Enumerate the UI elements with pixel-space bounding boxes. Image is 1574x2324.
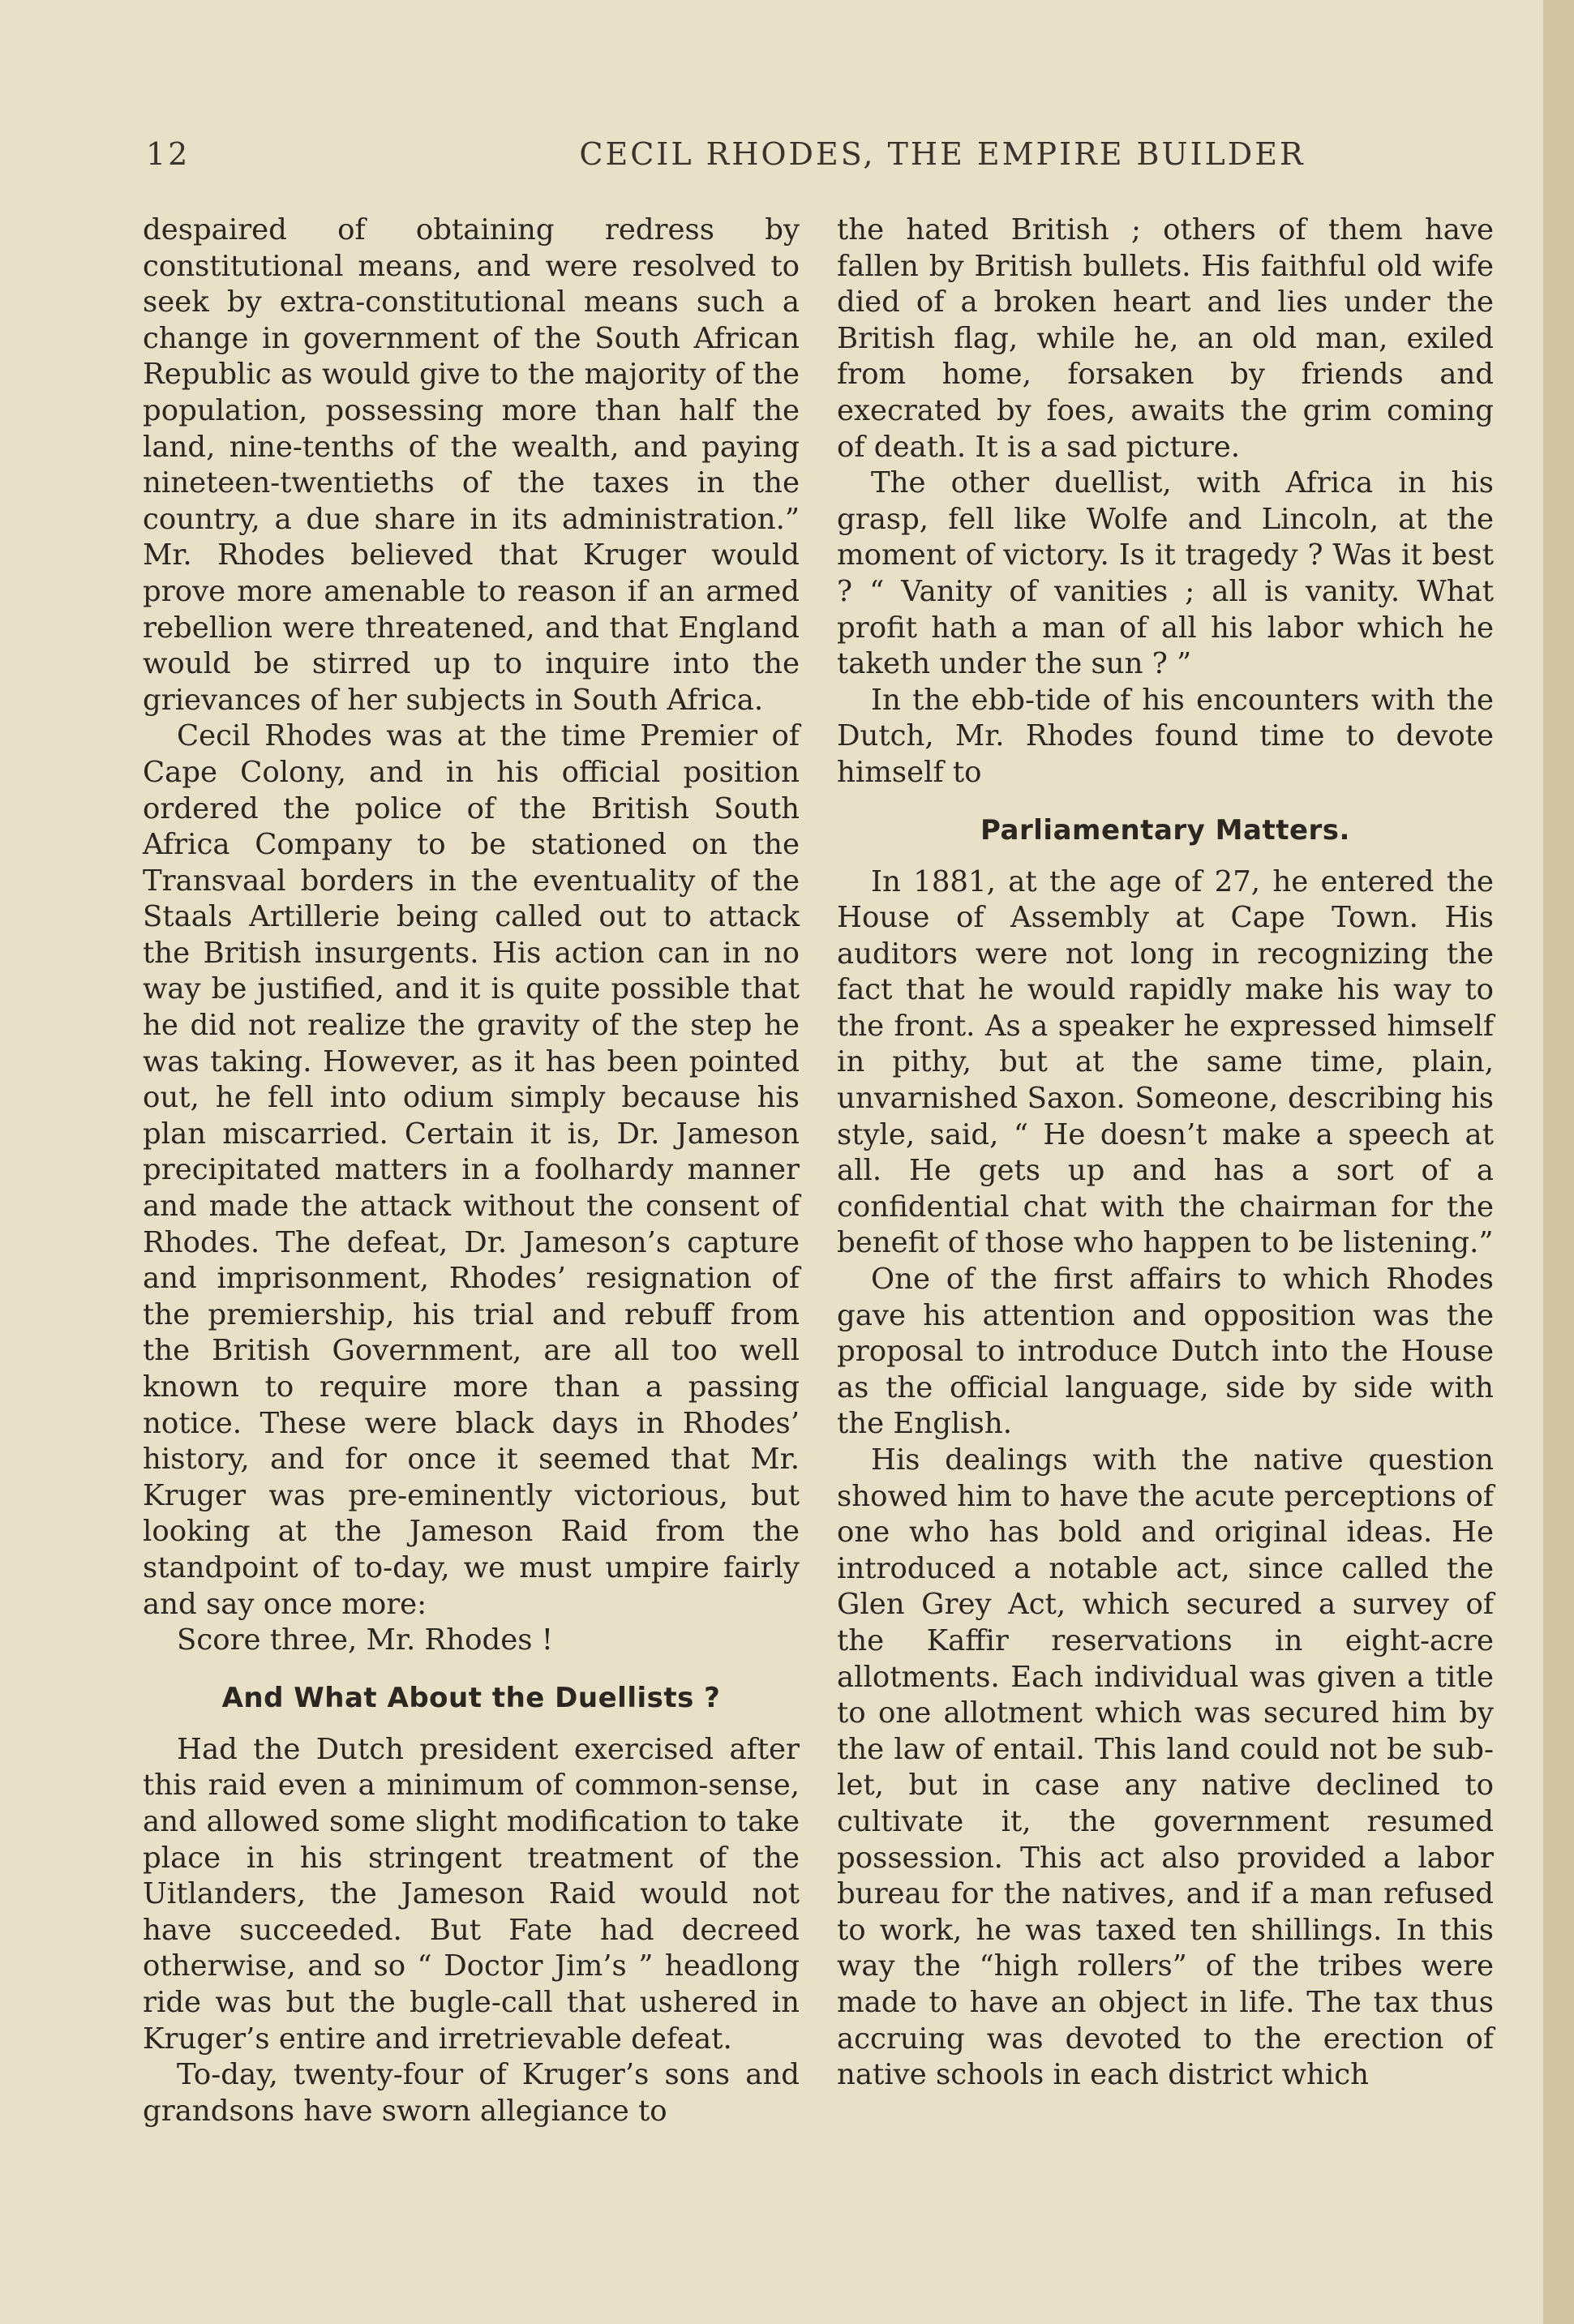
left-column — [143, 212, 800, 2129]
paragraph: The other duellist, with Africa in his grasp, fell like Wolfe and Lincoln, at the moment of victory. Is it tragedy ? Was it best ? “ Vanity of vanities ; all is vanity. What profit hath a man of all his labor which he taketh under the sun ? ” — [837, 466, 1494, 681]
paragraph: Cecil Rhodes was at the time Premier of Cape Colony, and in his official position ordered the police of the British South Africa Company to be stationed on the Transvaal borders in the eventuality of the Staals Artillerie being called out to attack the British insurgents. His action can in no way be justified, and it is quite possible that he did not realize the gravity of the step he was taking. However, as it has been pointed out, he fell into odium simply because his plan miscarried. Certain it is, Dr. Jameson precipitated matters in a foolhardy manner and made the attack without the consent of Rhodes. The defeat, Dr. Jameson’s capture and imprisonment, Rhodes’ resignation of the premiership, his trial and rebuff from the British Government, are all too well known to require more than a passing notice. These were black days in Rhodes’ history, and for once it seemed that Mr. Kruger was pre-eminently victorious, but looking at the Jameson Raid from the standpoint of to-day, we must umpire fairly and say once more: — [143, 719, 800, 1621]
paragraph: To-day, twenty-four of Kruger’s sons and grandsons have sworn allegiance to — [143, 2058, 800, 2128]
paragraph: despaired of obtaining redress by constitutional means, and were resolved to seek by extra-constitutional means such a change in government of the South African Republic as would give to the majority of the population, possessing more than half the land, nine-tenths of the wealth, and paying nineteen-twentieths of the taxes in the country, a due share in its administration.” Mr. Rhodes believed that Kruger would prove more amenable to reason if an armed rebellion were threatened, and that England would be stirred up to inquire into the grievances of her subjects in South Africa. — [143, 213, 800, 717]
page-number: 12 — [146, 136, 191, 172]
paragraph: Score three, Mr. Rhodes ! — [177, 1623, 553, 1657]
right-column — [837, 212, 1494, 2094]
paragraph: Had the Dutch president exercised after this raid even a minimum of common-sense, and allowed some slight modification to take place in his stringent treatment of the Uitlanders, the Jameson Raid would not have succeeded. But Fate had decreed otherwise, and so “ Doctor Jim’s ” headlong ride was but the bugle-call that ushered in Kruger’s entire and irretrievable defeat. — [143, 1732, 800, 2056]
running-head — [146, 136, 1492, 177]
running-title: CECIL RHODES, THE EMPIRE BUILDER — [579, 136, 1306, 172]
paragraph: In the ebb-tide of his encounters with the Dutch, Mr. Rhodes found time to devote himself to — [837, 683, 1494, 789]
paragraph: the hated British ; others of them have fallen by British bullets. His faithful old wife died of a broken heart and lies under the British flag, while he, an old man, exiled from home, forsaken by friends and execrated by foes, awaits the grim coming of death. It is a sad picture. — [837, 213, 1494, 464]
paragraph: One of the first affairs to which Rhodes gave his attention and opposition was the proposal to introduce Dutch into the House as the official language, side by side with the English. — [837, 1263, 1494, 1441]
section-heading: And What About the Duellists ? — [221, 1681, 721, 1714]
paragraph: His dealings with the native question showed him to have the acute perceptions of one who has bold and original ideas. He introduced a notable act, since called the Glen Grey Act, which secured a survey of the Kaffir reservations in eight-acre allotments. Each individual was given a title to one allotment which was secured him by the law of entail. This land could not be sub-let, but in case any native declined to cultivate it, the government resumed possession. This act also provided a labor bureau for the natives, and if a man refused to work, he was taxed ten shillings. In this way the “high rollers” of the tribes were made to have an object in life. The tax thus accruing was devoted to the erection of native schools in each district which — [837, 1443, 1494, 2092]
section-heading: Parliamentary Matters. — [980, 813, 1350, 847]
page-edge-shadow — [1543, 0, 1574, 2324]
paragraph: In 1881, at the age of 27, he entered the House of Assembly at Cape Town. His auditors were not long in recognizing the fact that he would rapidly make his way to the front. As a speaker he expressed himself in pithy, but at the same time, plain, unvarnished Saxon. Someone, describing his style, said, “ He doesn’t make a speech at all. He gets up and has a sort of a confidential chat with the chairman for the benefit of those who happen to be listening.” — [837, 864, 1494, 1260]
